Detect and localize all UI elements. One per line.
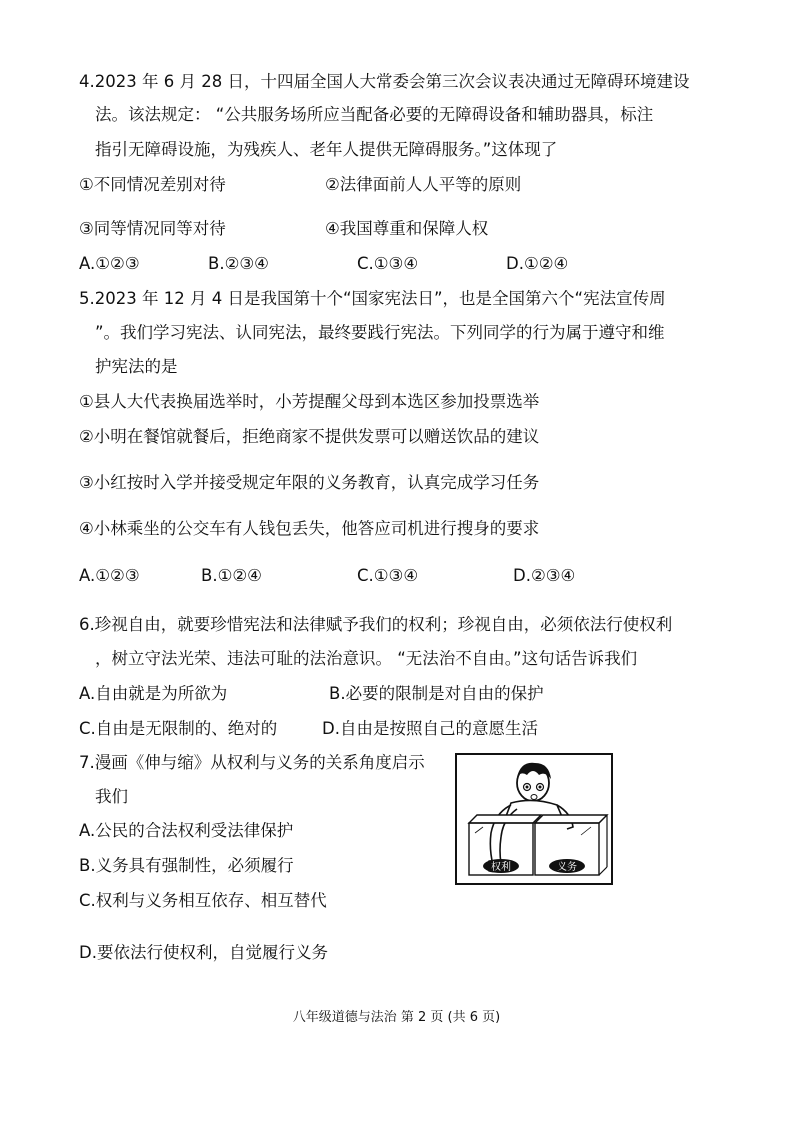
q5-line-2: ”。我们学习宪法、认同宪法，最终要践行宪法。下列同学的行为属于遵守和维 — [95, 323, 665, 342]
q7-option-b: B.义务具有强制性，必须履行 — [79, 856, 294, 875]
q4-option-a: A.①②③ — [79, 254, 140, 273]
q4-line-3: 指引无障碍设施，为残疾人、老年人提供无障碍服务。”这体现了 — [95, 140, 558, 159]
q5-option-a: A.①②③ — [79, 566, 140, 585]
q5-statement-2: ②小明在餐馆就餐后，拒绝商家不提供发票可以赠送饮品的建议 — [79, 427, 540, 446]
q4-statement-4: ④我国尊重和保障人权 — [325, 219, 489, 238]
q7-line-1: 7.漫画《伸与缩》从权利与义务的关系角度启示 — [79, 753, 425, 772]
q5-option-c: C.①③④ — [357, 566, 419, 585]
q7-option-c: C.权利与义务相互依存、相互替代 — [79, 891, 327, 910]
q6-line-2: ，树立守法光荣、违法可耻的法治意识。 “无法治不自由。”这句话告诉我们 — [95, 649, 638, 668]
q4-line-2: 法。该法规定： “公共服务场所应当配备必要的无障碍设备和辅助器具，标注 — [95, 105, 654, 124]
cartoon-label-rights: 权利 — [491, 862, 511, 873]
q4-statement-3: ③同等情况同等对待 — [79, 219, 226, 238]
q4-option-d: D.①②④ — [506, 254, 569, 273]
cartoon-label-duties: 义务 — [557, 862, 577, 873]
cartoon-figure — [455, 753, 613, 885]
q6-option-c: C.自由是无限制的、绝对的 — [79, 719, 278, 738]
q6-option-d: D.自由是按照自己的意愿生活 — [322, 719, 538, 738]
q5-statement-1: ①县人大代表换届选举时，小芳提醒父母到本选区参加投票选举 — [79, 392, 540, 411]
q5-option-b: B.①②④ — [201, 566, 262, 585]
q7-option-a: A.公民的合法权利受法律保护 — [79, 821, 294, 840]
q5-line-3: 护宪法的是 — [95, 357, 178, 376]
cartoon-illustration — [455, 753, 613, 885]
q6-option-a: A.自由就是为所欲为 — [79, 684, 228, 703]
q4-statement-2: ②法律面前人人平等的原则 — [325, 175, 522, 194]
q5-statement-3: ③小红按时入学并接受规定年限的义务教育，认真完成学习任务 — [79, 473, 540, 492]
q4-option-c: C.①③④ — [357, 254, 419, 273]
q7-line-2: 我们 — [95, 787, 128, 806]
q7-option-d: D.要依法行使权利，自觉履行义务 — [79, 943, 328, 962]
q5-line-1: 5.2023 年 12 月 4 日是我国第十个“国家宪法日”，也是全国第六个“宪法宣传周 — [79, 289, 666, 308]
q5-statement-4: ④小林乘坐的公交车有人钱包丢失，他答应司机进行搜身的要求 — [79, 519, 540, 538]
q6-option-b: B.必要的限制是对自由的保护 — [329, 684, 544, 703]
page-footer: 八年级道德与法治 第 2 页 (共 6 页) — [292, 1010, 501, 1025]
q4-line-1: 4.2023 年 6 月 28 日，十四届全国人大常委会第三次会议表决通过无障碍环境建设 — [79, 72, 690, 91]
q6-line-1: 6.珍视自由，就要珍惜宪法和法律赋予我们的权利；珍视自由，必须依法行使权利 — [79, 615, 673, 634]
q4-statement-1: ①不同情况差别对待 — [79, 175, 226, 194]
q4-option-b: B.②③④ — [208, 254, 269, 273]
q5-option-d: D.②③④ — [513, 566, 576, 585]
